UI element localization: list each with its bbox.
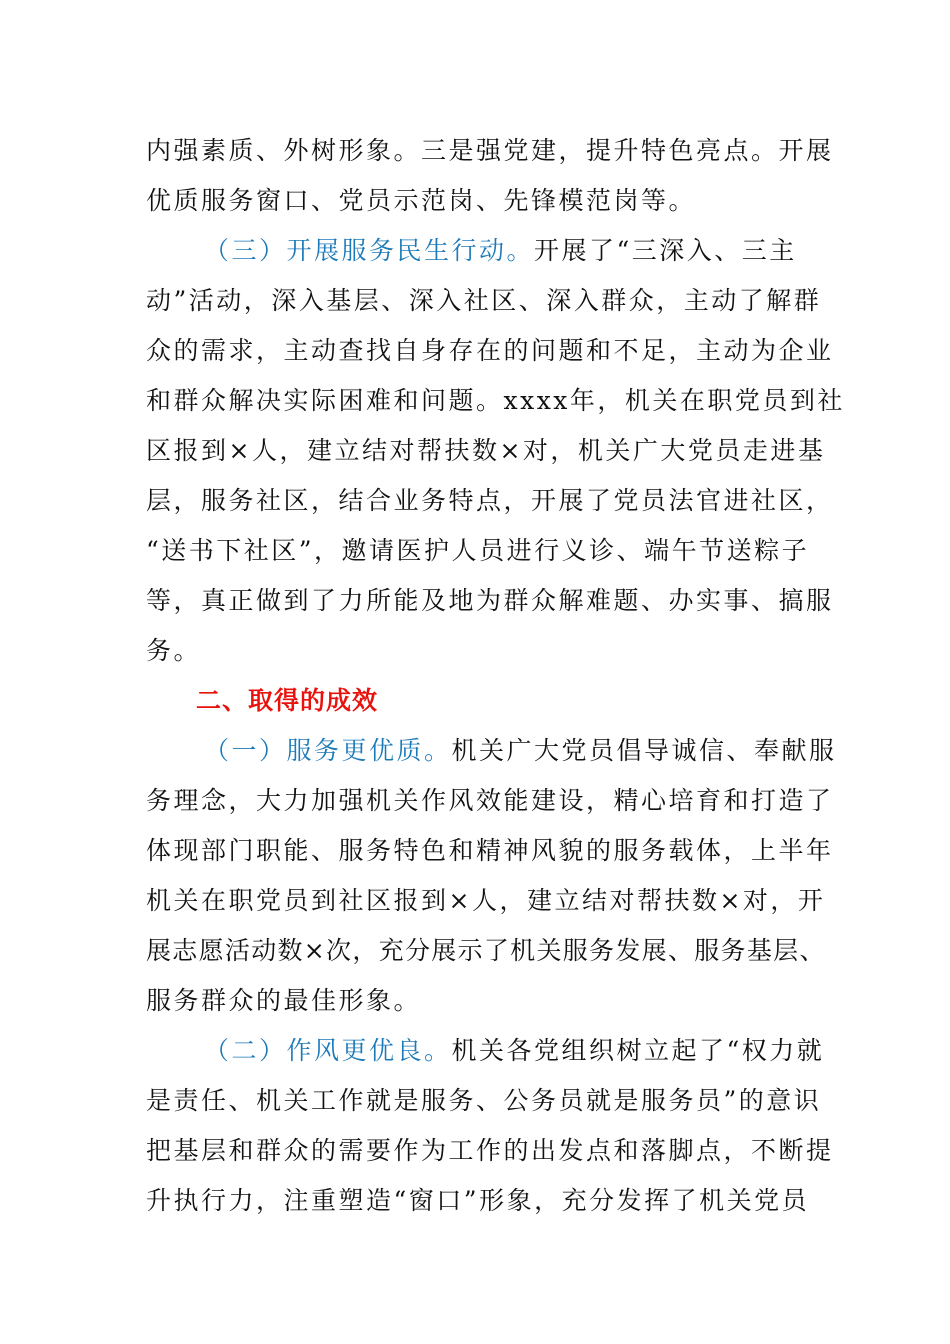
- subsection-heading: （一）服务更优质。: [204, 736, 452, 765]
- body-text-line: “送书下社区”，邀请医护人员进行义诊、端午节送粽子: [146, 536, 810, 565]
- body-text-line: 众的需求，主动查找自身存在的问题和不足，主动为企业: [146, 336, 834, 365]
- subsection-paragraph-2: [204, 1034, 824, 1068]
- body-text-line: 层，服务社区，结合业务特点，开展了党员法官进社区，: [146, 486, 834, 515]
- body-text-line: 体现部门职能、服务特色和精神风貌的服务载体，上半年: [146, 836, 834, 865]
- body-text-line: 升执行力，注重塑造“窗口”形象，充分发挥了机关党员: [146, 1186, 810, 1215]
- body-text-line: 等，真正做到了力所能及地为群众解难题、办实事、搞服: [146, 586, 834, 615]
- subsection-heading: （二）作风更优良。: [204, 1036, 452, 1065]
- body-text-line: 是责任、机关工作就是服务、公务员就是服务员”的意识: [146, 1086, 822, 1115]
- body-text-line: 区报到×人，建立结对帮扶数×对，机关广大党员走进基: [146, 436, 826, 465]
- body-text: 开展了“三深入、三主: [534, 236, 797, 265]
- subsection-paragraph-3: [204, 234, 797, 268]
- section-heading: 二、取得的成效: [196, 686, 379, 715]
- body-text: 机关广大党员倡导诚信、奉献服: [451, 736, 837, 765]
- subsection-heading: （三）开展服务民生行动。: [204, 236, 535, 265]
- body-text: 机关各党组织树立起了“权力就: [451, 1036, 825, 1065]
- body-text-line: 把基层和群众的需要作为工作的出发点和落脚点，不断提: [146, 1136, 834, 1165]
- body-text-line: 展志愿活动数×次，充分展示了机关服务发展、服务基层、: [146, 936, 826, 965]
- body-text-line: 机关在职党员到社区报到×人，建立结对帮扶数×对，开: [146, 886, 826, 915]
- subsection-paragraph-1: [204, 734, 837, 768]
- body-text-line: 和群众解决实际困难和问题。xxxx年，机关在职党员到社: [146, 386, 845, 415]
- body-text-line: 动”活动，深入基层、深入社区、深入群众，主动了解群: [146, 286, 822, 315]
- body-text-line: 务理念，大力加强机关作风效能建设，精心培育和打造了: [146, 786, 834, 815]
- body-text-line: 优质服务窗口、党员示范岗、先锋模范岗等。: [146, 186, 697, 215]
- body-text-line: 内强素质、外树形象。三是强党建，提升特色亮点。开展: [146, 136, 834, 165]
- body-text-line: 务。: [146, 636, 202, 665]
- body-text-line: 服务群众的最佳形象。: [146, 986, 422, 1015]
